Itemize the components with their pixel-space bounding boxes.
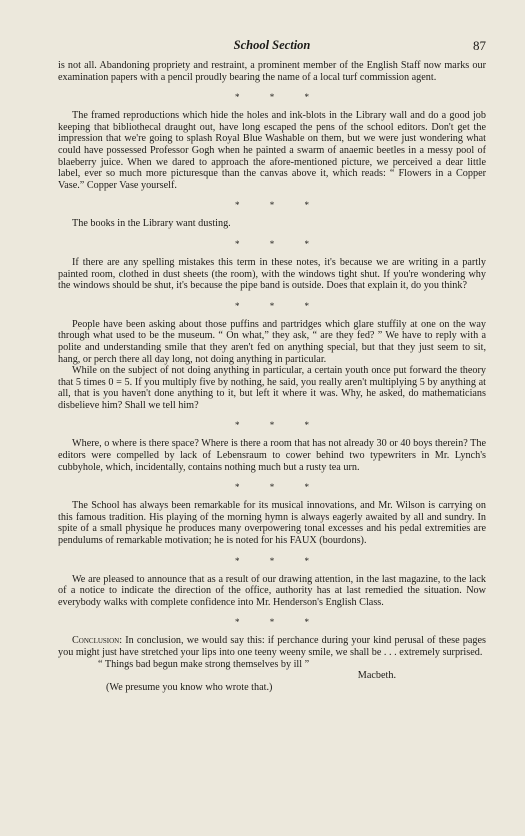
paragraph: While on the subject of not doing anything in particular, a certain youth once put forward the theory that 5 times 0 = 5. If you multiply five by nothing, he said, you really aren't multiplying 5 by anything at all, that is you haven't done anything to it, but left it where it was. Why, he asked, do mathematicians disbelieve him? Shall we tell him? xyxy=(58,365,486,411)
paragraph: People have been asking about those puffins and partridges which glare stuffily at one on the way through what used to be the museum. “ On what,” they ask, “ are they fed? ” We have to reply with a polite and understanding smile that they aren't fed on anything special, but that they just seem to sit, hang, or perch there all day long, not doing anything in particular. xyxy=(58,318,486,365)
article-body xyxy=(58,60,486,693)
conclusion-label: Conclusion: xyxy=(72,635,123,647)
page-number: 87 xyxy=(473,38,486,53)
conclusion-text: In conclusion, we would say this: if perchance during your kind perusal of these pages you might just have stretched your lips into one teeny weeny smile, we shall be . . . extremely surprised. xyxy=(58,635,486,658)
paragraph: is not all. Abandoning propriety and restraint, a prominent member of the English Staff now marks our examination papers with a pencil proudly bearing the name of a local turf commission agent. xyxy=(58,60,486,83)
paragraph: Where, o where is there space? Where is there a room that has not already 30 or 40 boys therein? The editors were compelled by lack of Lebensraum to cower behind two typewriters in Mr. Lynch's cubbyhole, which, incidentally, contains nothing much but a rusty tea urn. xyxy=(58,438,486,473)
section-divider: * * * xyxy=(235,92,323,103)
closing-remark: (We presume you know who wrote that.) xyxy=(106,681,273,693)
section-divider: * * * xyxy=(235,200,323,211)
paragraph: We are pleased to announce that as a result of our drawing attention, in the last magazine, to the lack of a notice to indicate the direction of the office, authority has at last remedied the situation. Now everybody walks with complete confidence into Mr. Henderson's English Class. xyxy=(58,573,486,608)
paragraph: If there are any spelling mistakes this term in these notes, it's because we are writing in a partly painted room, clothed in dust sheets (the room), with the windows tight shut. If you're wondering why the windows should be shut, it's because the pipe band is outside. Does that explain it, do you think? xyxy=(58,256,486,292)
paragraph: The books in the Library want dusting. xyxy=(72,218,231,230)
section-divider: * * * xyxy=(235,300,323,311)
section-divider: * * * xyxy=(235,420,323,431)
section-divider: * * * xyxy=(235,555,323,566)
quotation-attribution: Macbeth. xyxy=(357,670,396,682)
quotation: “ Things bad begun make strong themselves by ill ” xyxy=(98,658,310,670)
section-divider: * * * xyxy=(235,482,323,493)
running-title: School Section xyxy=(233,38,311,52)
paragraph: The School has always been remarkable for its musical innovations, and Mr. Wilson is carrying on this famous tradition. His playing of the morning hymn is always eagerly awaited by all and sundry. In spite of a small physique he produces many overpowering tonal excesses and his pedal extremities are pendulums of remarkable motivation; he is noted for his FAUX (bourdons). xyxy=(58,500,486,547)
page-header xyxy=(58,38,486,56)
conclusion-paragraph xyxy=(58,635,486,658)
section-divider: * * * xyxy=(235,238,323,249)
paragraph: The framed reproductions which hide the holes and ink-blots in the Library wall and do a good job keeping that bibliothecal draught out, have long escaped the pens of the school editors. Don't get the impression that we're going to splash Royal Blue Washable on them, but we were just wondering what could have possessed Professor Gogh when he painted a swarm of anaemic beetles in a messy pool of blaeberry juice. When we dared to approach the afore-mentioned picture, we perceived a dear little label, ever so much more picturesque than the canvas above it, which reads: “ Flowers in a Copper Vase.” Copper Vase yourself. xyxy=(58,110,486,191)
section-divider: * * * xyxy=(235,617,323,628)
